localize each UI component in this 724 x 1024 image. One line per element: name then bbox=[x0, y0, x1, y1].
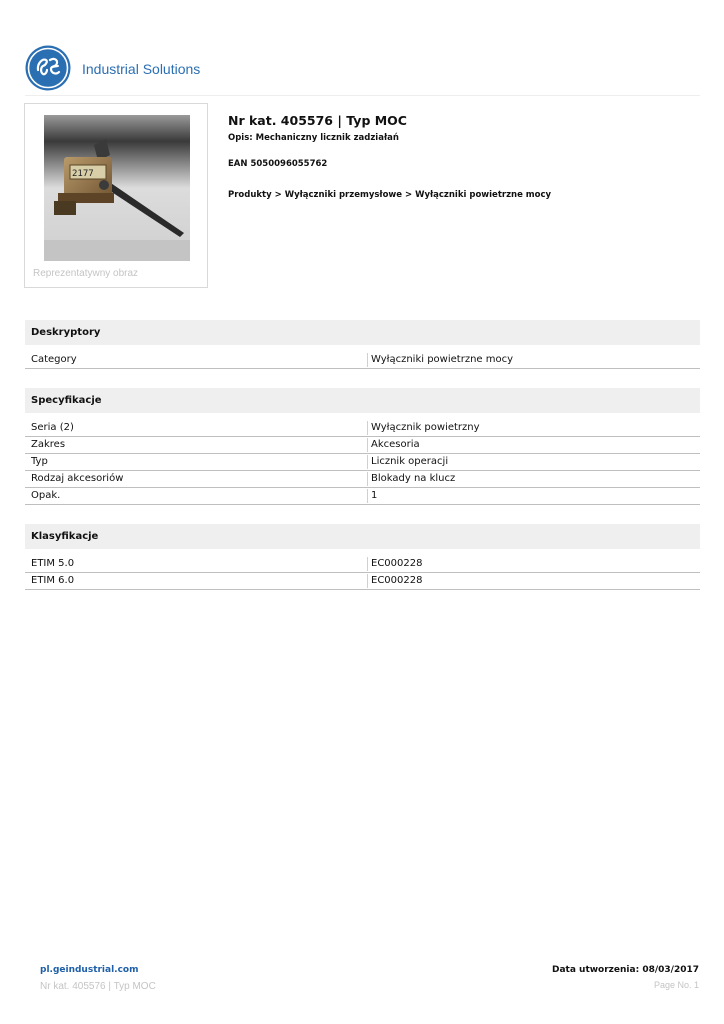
header-divider bbox=[25, 95, 700, 96]
brand-name: Industrial Solutions bbox=[82, 61, 201, 77]
row-key: Rodzaj akcesoriów bbox=[31, 473, 124, 484]
footer-created-date: Data utworzenia: 08/03/2017 bbox=[551, 965, 699, 975]
row-value: EC000228 bbox=[371, 575, 423, 586]
table-row bbox=[25, 437, 700, 454]
table-row bbox=[25, 420, 700, 437]
product-image-frame bbox=[24, 103, 208, 288]
row-value: Wyłączniki powietrzne mocy bbox=[371, 354, 514, 365]
product-info bbox=[228, 113, 698, 200]
table-row bbox=[25, 488, 700, 505]
product-title: Nr kat. 405576 | Typ MOC bbox=[228, 113, 407, 128]
product-ean: EAN 5050096055762 bbox=[228, 159, 328, 169]
column-divider bbox=[367, 489, 368, 503]
table-row bbox=[25, 573, 700, 590]
column-divider bbox=[367, 421, 368, 435]
row-value: Licznik operacji bbox=[371, 456, 449, 467]
mechanical-operation-counter-photo bbox=[44, 115, 190, 261]
row-value: EC000228 bbox=[371, 558, 423, 569]
row-key: Category bbox=[31, 354, 77, 365]
svg-text:2177: 2177 bbox=[72, 169, 94, 179]
footer-subtitle: Nr kat. 405576 | Typ MOC bbox=[40, 981, 156, 992]
page-header bbox=[25, 45, 700, 95]
column-divider bbox=[367, 472, 368, 486]
product-description: Opis: Mechaniczny licznik zadziałań bbox=[228, 133, 399, 143]
section-classifications bbox=[25, 524, 700, 590]
row-value: Blokady na klucz bbox=[371, 473, 456, 484]
column-divider bbox=[367, 438, 368, 452]
table-row bbox=[25, 471, 700, 488]
breadcrumb[interactable]: Produkty > Wyłączniki przemysłowe > Wyłączniki powietrzne mocy bbox=[228, 190, 552, 200]
row-key: ETIM 6.0 bbox=[31, 575, 75, 586]
column-divider bbox=[367, 455, 368, 469]
section-specs bbox=[25, 388, 700, 505]
column-divider bbox=[367, 574, 368, 588]
ge-monogram-icon bbox=[25, 45, 71, 91]
row-value: 1 bbox=[371, 490, 378, 501]
row-key: Seria (2) bbox=[31, 422, 74, 433]
footer-page-number: Page No. 1 bbox=[653, 980, 699, 990]
row-key: ETIM 5.0 bbox=[31, 558, 75, 569]
section-descriptors bbox=[25, 320, 700, 369]
section-header-classifications: Klasyfikacje bbox=[25, 524, 700, 549]
row-key: Typ bbox=[31, 456, 48, 467]
row-value: Akcesoria bbox=[371, 439, 420, 450]
table-row bbox=[25, 454, 700, 471]
table-row bbox=[25, 556, 700, 573]
row-value: Wyłącznik powietrzny bbox=[371, 422, 480, 433]
footer-website-link[interactable]: pl.geindustrial.com bbox=[40, 965, 139, 975]
row-key: Zakres bbox=[31, 439, 66, 450]
column-divider bbox=[367, 557, 368, 571]
section-header-specs: Specyfikacje bbox=[25, 388, 700, 413]
table-row bbox=[25, 352, 700, 369]
section-header-descriptors: Deskryptory bbox=[25, 320, 700, 345]
row-key: Opak. bbox=[31, 490, 61, 501]
column-divider bbox=[367, 353, 368, 367]
image-caption: Reprezentatywny obraz bbox=[33, 268, 139, 279]
